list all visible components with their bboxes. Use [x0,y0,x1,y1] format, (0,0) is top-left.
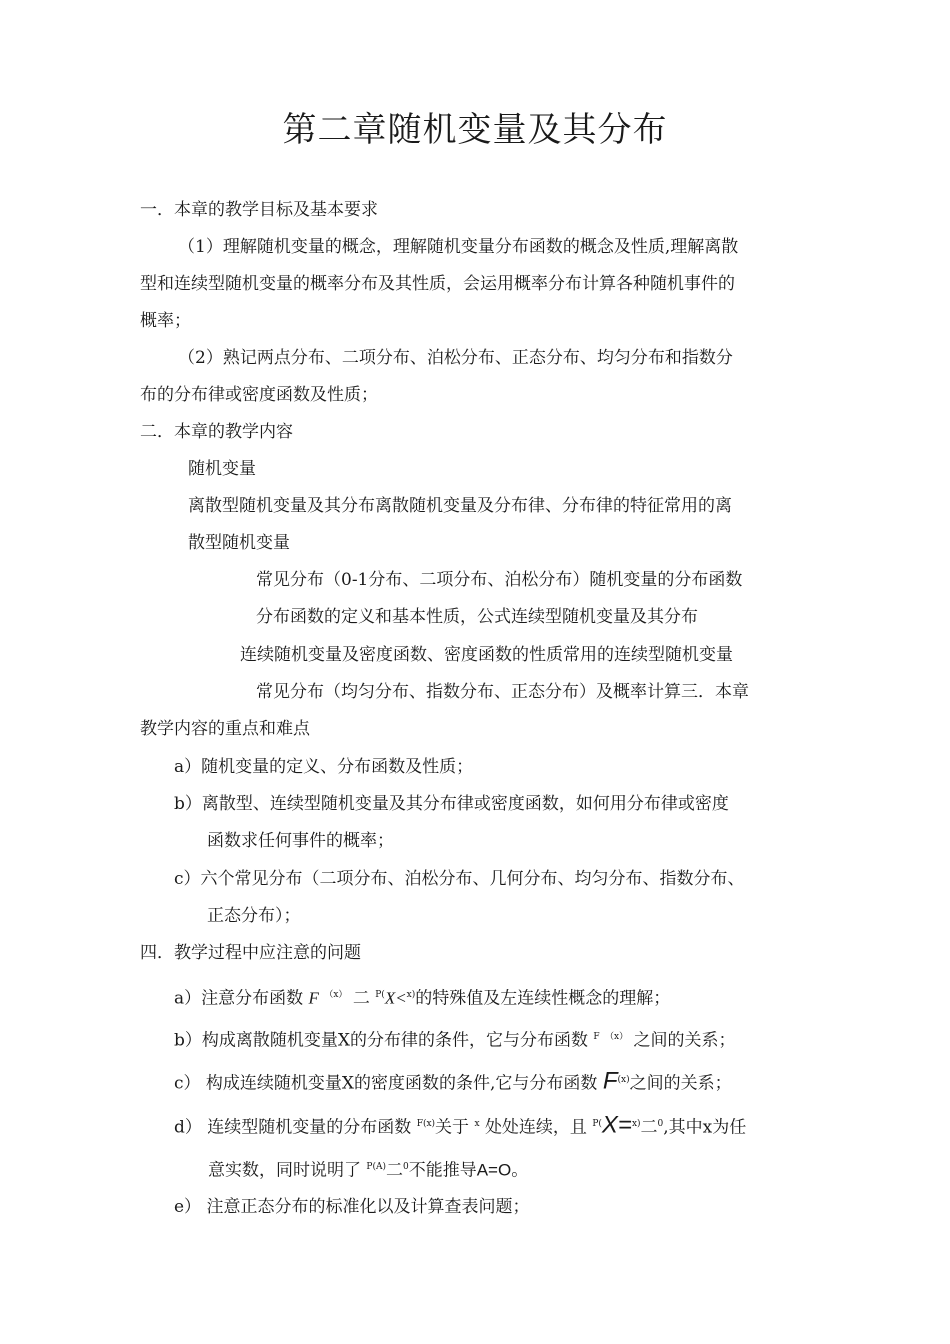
math-eq: 二 [640,1117,658,1138]
issue-b [174,1026,736,1052]
content-line: 常见分布（0-1分布、二项分布、泊松分布）随机变量的分布函数 [256,570,743,590]
content-line: 教学内容的重点和难点 [140,719,310,739]
key-point-c: c）六个常见分布（二项分布、泊松分布、几何分布、均匀分布、指数分布、 [174,869,745,889]
issue-e: e） 注意正态分布的标准化以及计算查表问题； [174,1197,530,1217]
content-line: 随机变量 [188,459,256,479]
content-line: 离散型随机变量及其分布离散随机变量及分布律、分布律的特征常用的离 [188,496,732,516]
page-title: 第二章随机变量及其分布 [282,110,668,150]
content-line: 连续随机变量及密度函数、密度函数的性质常用的连续型随机变量 [240,645,733,665]
math-x2: x) [406,990,416,1000]
key-point-c-cont: 正态分布）； [207,906,301,926]
math-X: X= [601,1111,632,1139]
math-x: （x） [605,1032,629,1042]
text: 之间的关系； [633,1030,736,1051]
math-P: P( [375,990,385,1000]
issue-d [174,1113,746,1139]
text: 的特殊值及左连续性概念的理解； [415,988,671,1009]
text: 意实数，同时说明了 [208,1160,361,1181]
text: c） 构成连续随机变量X的密度函数的条件,它与分布函数 [174,1073,598,1094]
text: b）构成离散随机变量X的分布律的条件，它与分布函数 [174,1030,588,1051]
paragraph-line: 概率； [140,311,191,331]
math-x: x [474,1119,480,1129]
content-line: 分布函数的定义和基本性质，公式连续型随机变量及其分布 [256,607,698,627]
section-heading-1: 一．本章的教学目标及基本要求 [140,200,378,220]
content-line: 散型随机变量 [188,533,290,553]
math-x2: x) [631,1119,641,1129]
paragraph-line: （2）熟记两点分布、二项分布、泊松分布、正态分布、均匀分布和指数分 [178,348,733,368]
key-point-b-cont: 函数求任何事件的概率； [207,831,394,851]
issue-a [174,984,670,1010]
math-zero: 0 [402,1162,409,1172]
math-x: （x） [324,990,348,1000]
section-heading-2: 二．本章的教学内容 [140,422,293,442]
key-point-a: a）随机变量的定义、分布函数及性质； [174,757,474,777]
text: 关于 [435,1117,470,1138]
math-zero: 0 [657,1119,664,1129]
paragraph-line: （1）理解随机变量的概念，理解随机变量分布函数的概念及性质,理解离散 [178,237,739,257]
text: 不能推导A=O。 [408,1160,529,1180]
math-X: X< [384,988,407,1008]
text: a）注意分布函数 [174,988,304,1009]
paragraph-line: 型和连续型随机变量的概率分布及其性质，会运用概率分布计算各种随机事件的 [140,274,735,294]
issue-d-cont [208,1156,528,1182]
text: d） 连续型随机变量的分布函数 [174,1117,412,1138]
math-eq: 二 [385,1160,403,1181]
math-eq: 二 [352,988,370,1009]
text: 处处连续，且 [484,1117,587,1138]
math-Fx: F(x) [416,1119,436,1129]
content-line: 常见分布（均匀分布、指数分布、正态分布）及概率计算三．本章 [256,682,749,702]
math-PA: P(A) [366,1162,386,1172]
issue-c [174,1069,732,1095]
math-F: F [593,1032,600,1042]
paragraph-line: 布的分布律或密度函数及性质； [140,385,378,405]
math-F: F [602,1067,618,1095]
math-F: F [308,988,319,1008]
math-x: (x) [617,1075,630,1085]
text: 之间的关系； [629,1073,732,1094]
text: ,其中x为任 [663,1117,747,1138]
math-P: P( [592,1119,602,1129]
section-heading-4: 四．教学过程中应注意的问题 [140,943,361,963]
key-point-b: b）离散型、连续型随机变量及其分布律或密度函数，如何用分布律或密度 [174,794,729,814]
